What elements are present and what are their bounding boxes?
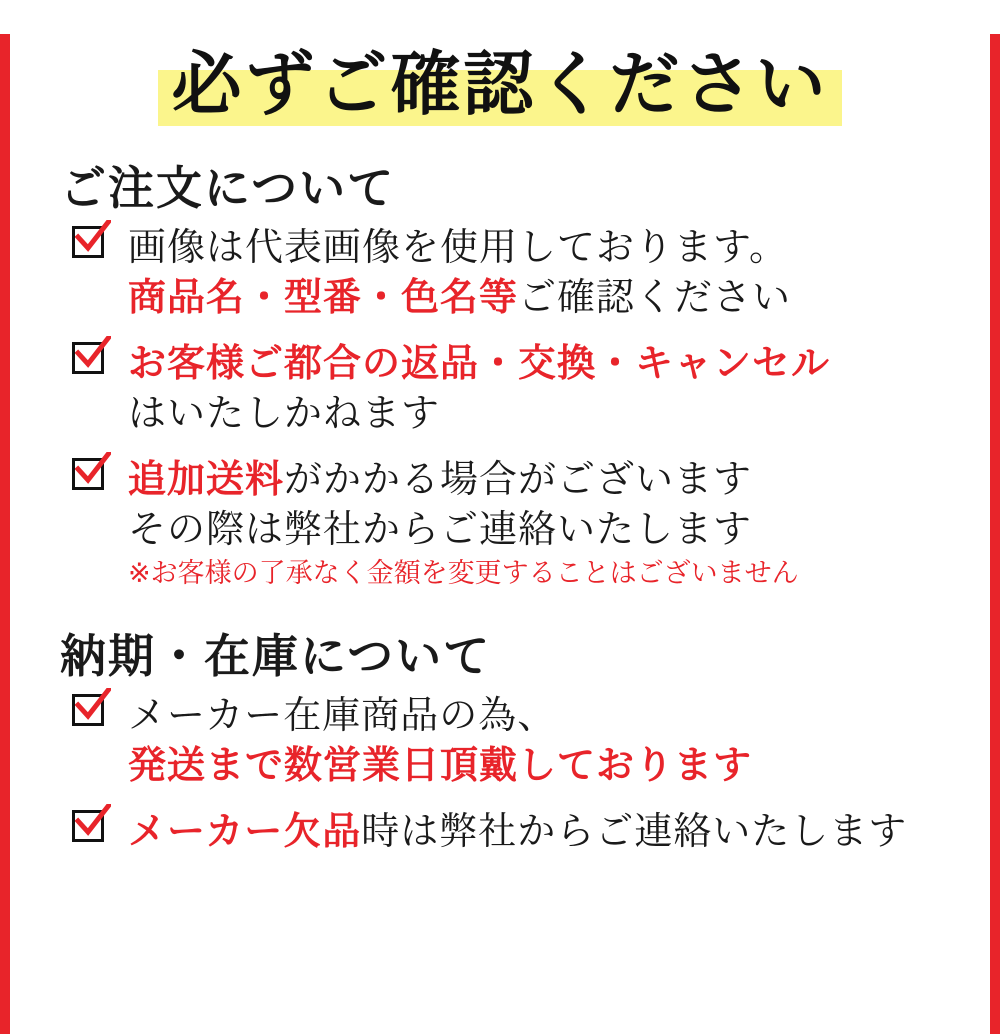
check-mark-icon [75, 688, 111, 722]
item-line [128, 272, 962, 322]
checkbox-checked-icon [72, 226, 110, 264]
item-text: 時は弊社からご連絡いたします [361, 809, 908, 853]
checkbox-checked-icon [72, 342, 110, 380]
notice-page [0, 34, 1000, 1034]
list-item [72, 454, 962, 594]
checkbox-checked-icon [72, 458, 110, 496]
item-text: 画像は代表画像を使用しております。 [128, 225, 788, 269]
item-text-emphasis: 商品名・型番・色名等 [128, 275, 519, 319]
item-line [128, 338, 962, 388]
section-heading-order: ご注文について [60, 161, 396, 215]
section-heading-delivery: 納期・在庫について [60, 629, 492, 683]
item-text-emphasis: 発送まで数営業日頂戴しております [128, 743, 753, 787]
item-line [128, 222, 962, 272]
item-text: メーカー在庫商品の為、 [128, 693, 557, 737]
item-text: その際は弊社からご連絡いたします [128, 507, 753, 551]
item-line [128, 806, 962, 856]
list-item [72, 806, 962, 856]
page-title-text: 必ずご確認ください [171, 43, 829, 125]
checkbox-checked-icon [72, 810, 110, 848]
item-line [128, 388, 962, 438]
check-mark-icon [75, 220, 111, 254]
page-title [38, 34, 962, 138]
notice-content [10, 34, 990, 1034]
item-text: がかかる場合がございます [284, 457, 753, 501]
item-text: ご確認ください [518, 275, 792, 319]
item-text: はいたしかねます [128, 391, 441, 435]
item-line [128, 690, 962, 740]
list-item [72, 222, 962, 322]
check-mark-icon [75, 804, 111, 838]
item-text-emphasis: メーカー欠品 [128, 809, 362, 853]
check-mark-icon [75, 336, 111, 370]
item-line [128, 454, 962, 504]
item-line [128, 504, 962, 554]
item-line [128, 740, 962, 790]
item-note: ※お客様の了承なく金額を変更することはございません [128, 558, 799, 589]
list-item [72, 338, 962, 438]
item-text-emphasis: 追加送料 [128, 457, 285, 501]
item-text-emphasis: お客様ご都合の返品・交換・キャンセル [128, 341, 831, 385]
check-mark-icon [75, 452, 111, 486]
list-item [72, 690, 962, 790]
checkbox-checked-icon [72, 694, 110, 732]
